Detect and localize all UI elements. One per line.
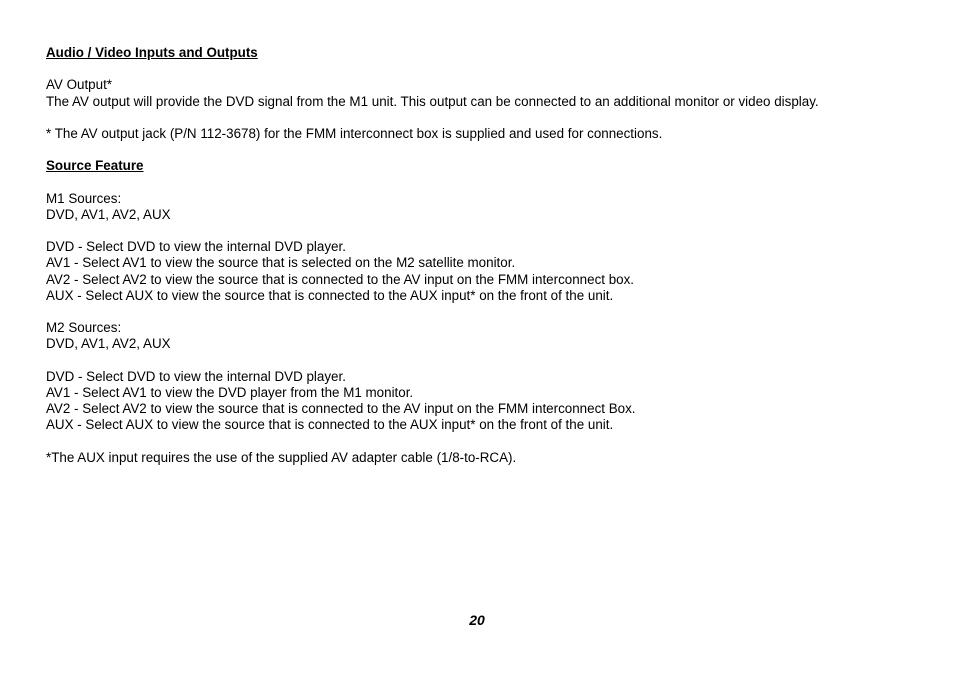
av-output-description: The AV output will provide the DVD signal from the M1 unit. This output can be connected to an additional monitor or video display. — [46, 93, 819, 109]
source-section-heading: Source Feature — [46, 158, 144, 174]
m1-sources-list: DVD, AV1, AV2, AUX — [46, 206, 171, 222]
m2-sources-title: M2 Sources: — [46, 320, 122, 336]
m2-source-item: AV2 - Select AV2 to view the source that is connected to the AV input on the FMM interconnect Box. — [46, 401, 636, 417]
aux-input-footnote: *The AUX input requires the use of the supplied AV adapter cable (1/8-to-RCA). — [46, 449, 517, 465]
spacer — [46, 142, 926, 158]
m1-source-item: AUX - Select AUX to view the source that is connected to the AUX input* on the front of the unit. — [46, 287, 614, 303]
m2-source-item: AV1 - Select AV1 to view the DVD player from the M1 monitor. — [46, 384, 414, 400]
av-output-footnote: * The AV output jack (P/N 112-3678) for the FMM interconnect box is supplied and used for connections. — [46, 125, 663, 141]
m2-source-item: DVD - Select DVD to view the internal DVD player. — [46, 368, 346, 384]
spacer — [46, 304, 926, 320]
m1-source-item: AV1 - Select AV1 to view the source that is selected on the M2 satellite monitor. — [46, 255, 516, 271]
spacer — [46, 175, 926, 191]
document-page — [46, 45, 926, 466]
spacer — [46, 61, 926, 77]
spacer — [46, 223, 926, 239]
av-section-heading: Audio / Video Inputs and Outputs — [46, 45, 258, 60]
page-number: 20 — [469, 612, 485, 628]
spacer — [46, 434, 926, 450]
m2-sources-list: DVD, AV1, AV2, AUX — [46, 336, 171, 352]
m1-source-item: DVD - Select DVD to view the internal DVD player. — [46, 239, 346, 255]
m2-source-item: AUX - Select AUX to view the source that is connected to the AUX input* on the front of the unit. — [46, 417, 614, 433]
m1-source-item: AV2 - Select AV2 to view the source that is connected to the AV input on the FMM interconnect box. — [46, 271, 635, 287]
m1-sources-title: M1 Sources: — [46, 190, 122, 206]
av-output-title: AV Output* — [46, 77, 112, 93]
spacer — [46, 110, 926, 126]
spacer — [46, 353, 926, 369]
